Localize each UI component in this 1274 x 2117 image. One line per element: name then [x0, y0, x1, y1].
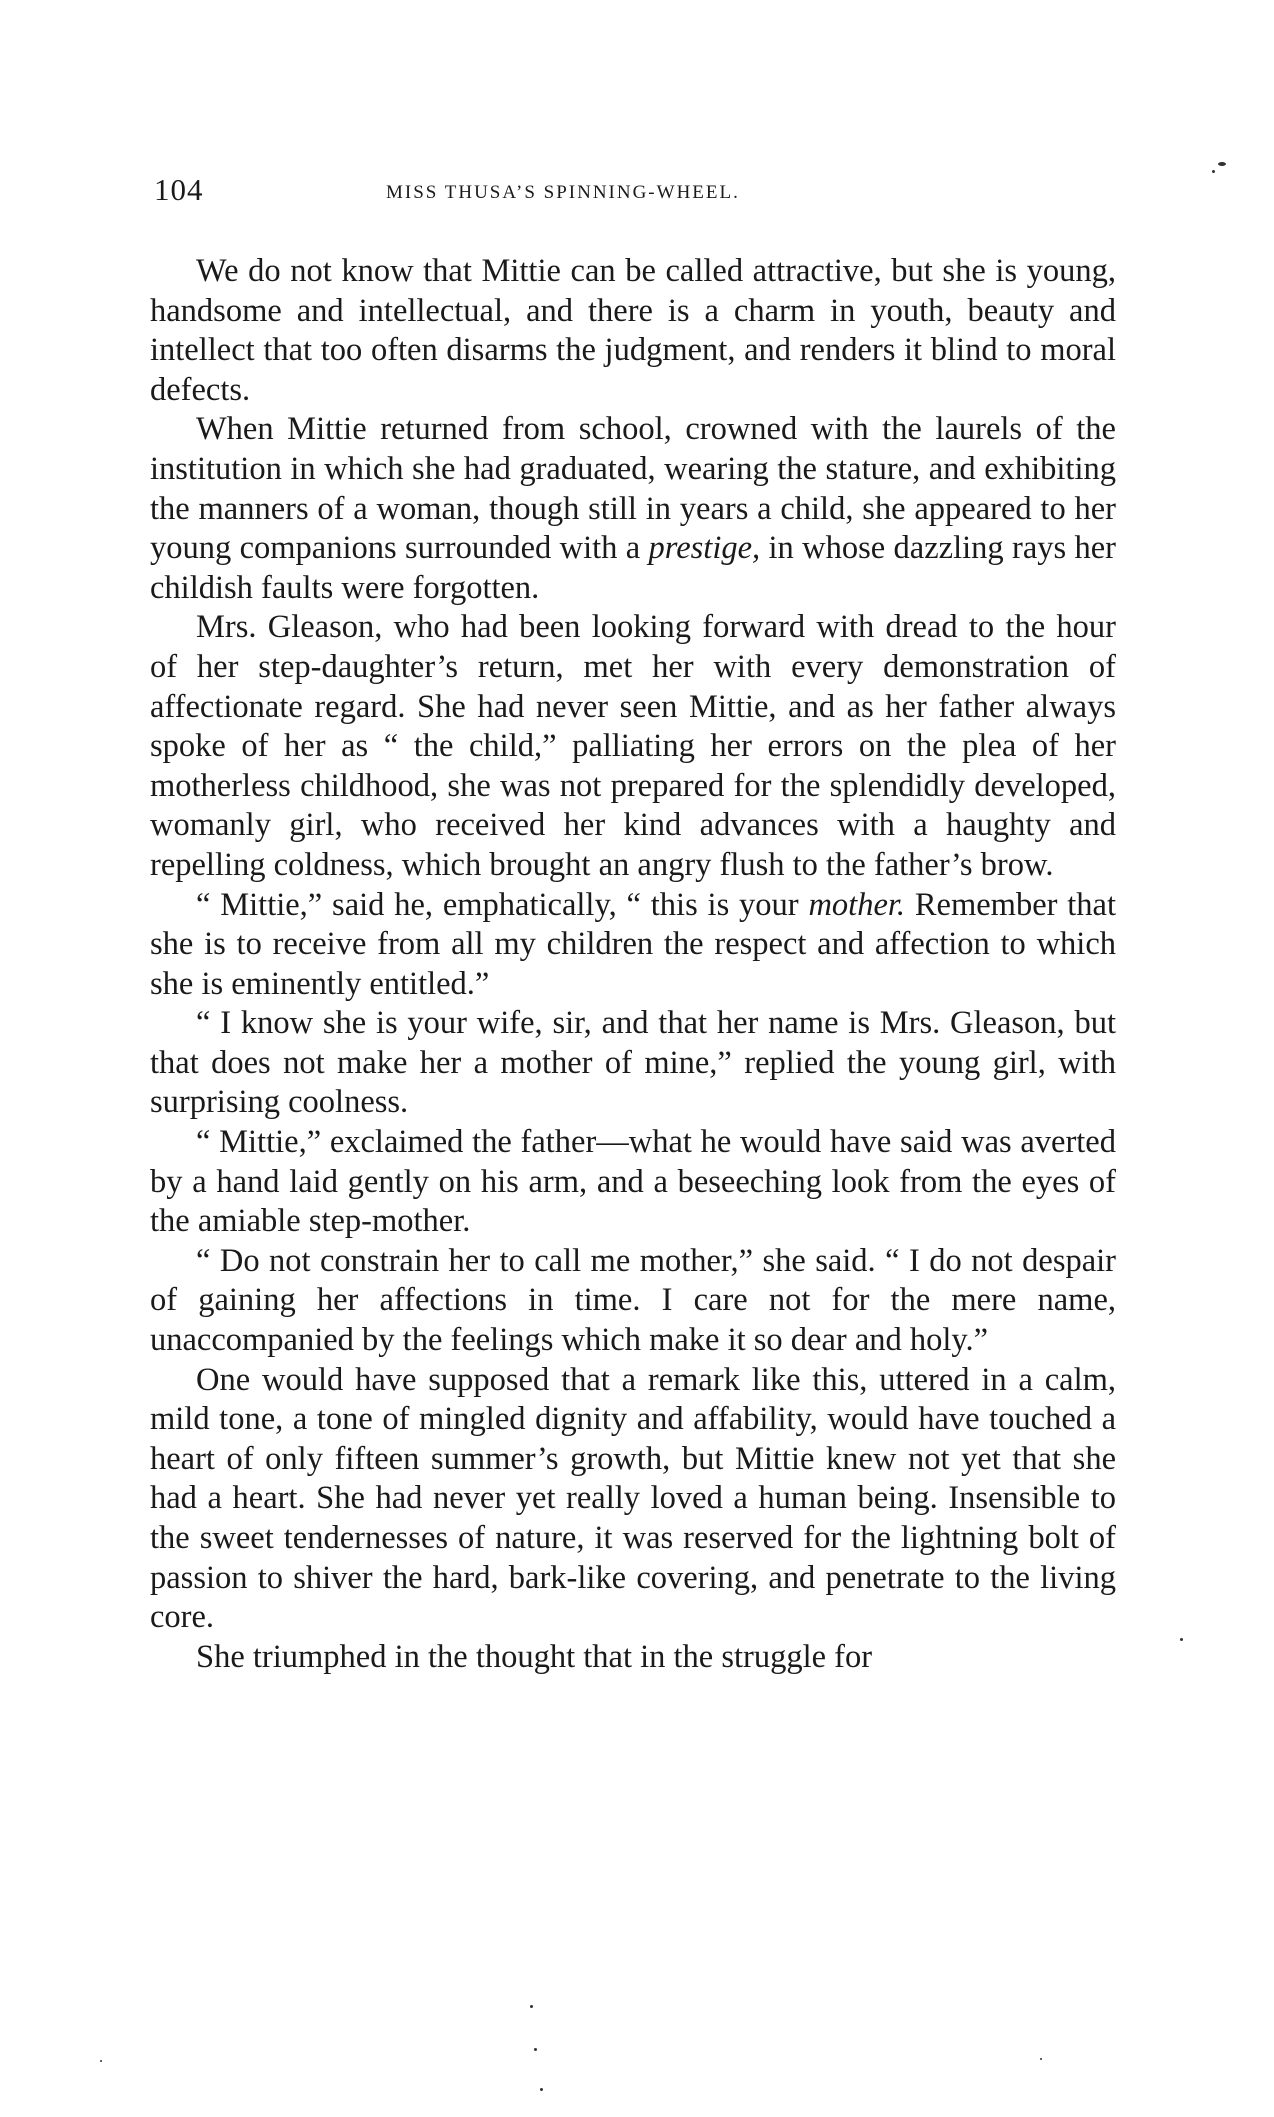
running-head	[154, 172, 1114, 222]
scan-speck	[100, 2060, 102, 2062]
paragraph-4-text-after: Remember that she is to receive from all my children the respect and affection to which she is eminently entitled.”	[150, 886, 1117, 1002]
page-number: 104	[154, 172, 204, 207]
paragraph-9: She triumphed in the thought that in the struggle for	[196, 1638, 873, 1675]
paragraph-3: Mrs. Gleason, who had been looking forward with dread to the hour of her step-daughter’s return, met her with every demonstration of affectionate regard. She had never seen Mittie, and as her father always spoke of her as “ the child,” palliating her errors on the plea of her motherless childhood, she was not prepared for the splendidly developed, womanly girl, who received her kind advances with a haughty and repelling coldness, which brought an angry flush to the father’s brow.	[150, 609, 1116, 883]
paragraph-2-text-before: When Mittie returned from school, crowned with the laurels of the institution in which she had graduated, wearing the stature, and exhibiting the manners of a woman, though still in years a child, she appeared to her young companions surrounded with a	[150, 411, 1116, 567]
running-title: MISS THUSA’S SPINNING-WHEEL.	[386, 182, 740, 203]
paragraph-2	[150, 410, 1116, 608]
italic-word-prestige: prestige,	[648, 530, 761, 567]
scan-speck	[1218, 162, 1226, 166]
paragraph-8: One would have supposed that a remark like this, uttered in a calm, mild tone, a tone of mingled dignity and affability, would have touched a heart of only fifteen summer’s growth, but Mittie knew not yet that she had a heart. She had never yet really loved a human being. Insensible to the sweet tendernesses of nature, it was reserved for the lightning bolt of passion to shiver the hard, bark-like covering, and penetrate to the living core.	[150, 1361, 1116, 1636]
body-text	[150, 252, 1116, 1677]
paragraph-1: We do not know that Mittie can be called attractive, but she is young, handsome and intellectual, and there is a charm in youth, beauty and intellect that too often disarms the judgment, and renders it blind to moral defects.	[150, 253, 1116, 408]
scan-speck	[1212, 170, 1215, 173]
paragraph-7: “ Do not constrain her to call me mother,” she said. “ I do not despair of gaining her affections in time. I care not for the mere name, unaccompanied by the feelings which make it so dear and holy.”	[150, 1242, 1116, 1359]
paragraph-6: “ Mittie,” exclaimed the father—what he would have said was averted by a hand laid gently on his arm, and a beseeching look from the eyes of the amiable step-mother.	[150, 1124, 1116, 1240]
scan-speck	[1180, 1638, 1183, 1641]
scan-speck	[530, 2005, 533, 2008]
scan-speck	[1040, 2058, 1042, 2060]
paragraph-4	[150, 886, 1116, 1005]
paragraph-4-text-before: “ Mittie,” said he, emphatically, “ this is your	[196, 886, 809, 923]
italic-word-mother: mother.	[808, 886, 906, 923]
scan-speck	[534, 2048, 537, 2051]
paragraph-2-text-after: in whose dazzling rays her childish faults were forgotten.	[150, 530, 1116, 606]
scan-speck	[540, 2088, 543, 2091]
paragraph-5: “ I know she is your wife, sir, and that her name is Mrs. Gleason, but that does not make her a mother of mine,” replied the young girl, with surprising coolness.	[150, 1005, 1116, 1121]
